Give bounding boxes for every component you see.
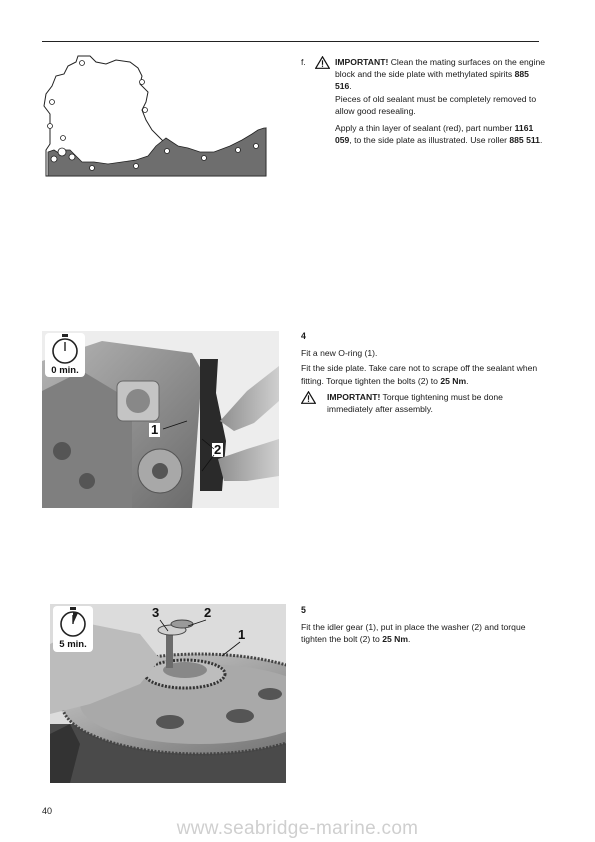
warning-triangle-icon (301, 391, 327, 418)
callout-1: 1 (238, 627, 246, 642)
callout-2: 2 (214, 442, 222, 457)
sealant-text-a: Apply a thin layer of sealant (red), part number (335, 123, 515, 134)
punct: . (539, 135, 543, 146)
callout-leaders (50, 604, 286, 783)
step-4-line2-text: Fit the side plate. Take care not to scrape off the sealant when fitting. Torque tighten the bolts (2) to (301, 363, 538, 386)
page-number: 40 (42, 806, 53, 816)
timer-label: 0 min. (51, 365, 79, 376)
step-4-important-row (301, 391, 546, 418)
callout-leaders (42, 331, 279, 508)
step-5-text-a: Fit the idler gear (1), put in place the washer (2) and torque tighten the bolt (2) to (301, 622, 526, 645)
important-label: IMPORTANT! (327, 391, 381, 402)
step-f-instruction (335, 56, 546, 117)
step-f-line2: Pieces of old sealant must be completely removed to allow good resealing. (335, 93, 537, 116)
warning-triangle-icon (315, 56, 335, 149)
step-f-text (301, 56, 546, 149)
step-4-line1: Fit a new O-ring (1). (301, 348, 378, 359)
callout-1: 1 (151, 422, 159, 437)
part-number-885511: 885 511 (509, 135, 540, 146)
callout-3: 3 (152, 605, 160, 620)
side-plate-sealant-diagram (42, 54, 272, 180)
header-rule (42, 41, 539, 42)
punct: . (408, 634, 411, 645)
sealant-text-b: , to the side plate as illustrated. Use roller (349, 135, 510, 146)
step-f-letter: f. (301, 57, 306, 67)
step-5-text (301, 604, 546, 649)
part-number-1161059: 1161 059 (335, 123, 534, 146)
step-f-sealant-para (335, 122, 546, 146)
step-4-important-text: Torque tightening must be done immediately after assembly. (327, 391, 503, 415)
torque-value: 25 Nm (382, 634, 409, 645)
step-5-number: 5 (301, 605, 306, 615)
step-4-number: 4 (301, 331, 306, 341)
step-4-text (301, 330, 546, 418)
step-4-important (327, 391, 546, 415)
idler-gear-photo (50, 604, 286, 783)
punct: . (349, 81, 352, 92)
timer-label: 5 min. (59, 639, 87, 650)
step-f-important-row (301, 56, 546, 149)
torque-value: 25 Nm (440, 375, 467, 386)
step-4-line2 (301, 362, 546, 386)
part-number-885516: 885 516 (335, 69, 529, 92)
important-label: IMPORTANT! (335, 57, 389, 67)
side-plate-outline (42, 54, 272, 180)
step-5-line (301, 621, 546, 645)
step-f-line1: Clean the mating surfaces on the engine block and the side plate with methylated spirits (335, 57, 546, 80)
callout-2: 2 (204, 605, 212, 620)
watermark: www.seabridge-marine.com (176, 818, 419, 839)
punct: . (466, 375, 469, 386)
side-plate-fitting-photo (42, 331, 279, 508)
